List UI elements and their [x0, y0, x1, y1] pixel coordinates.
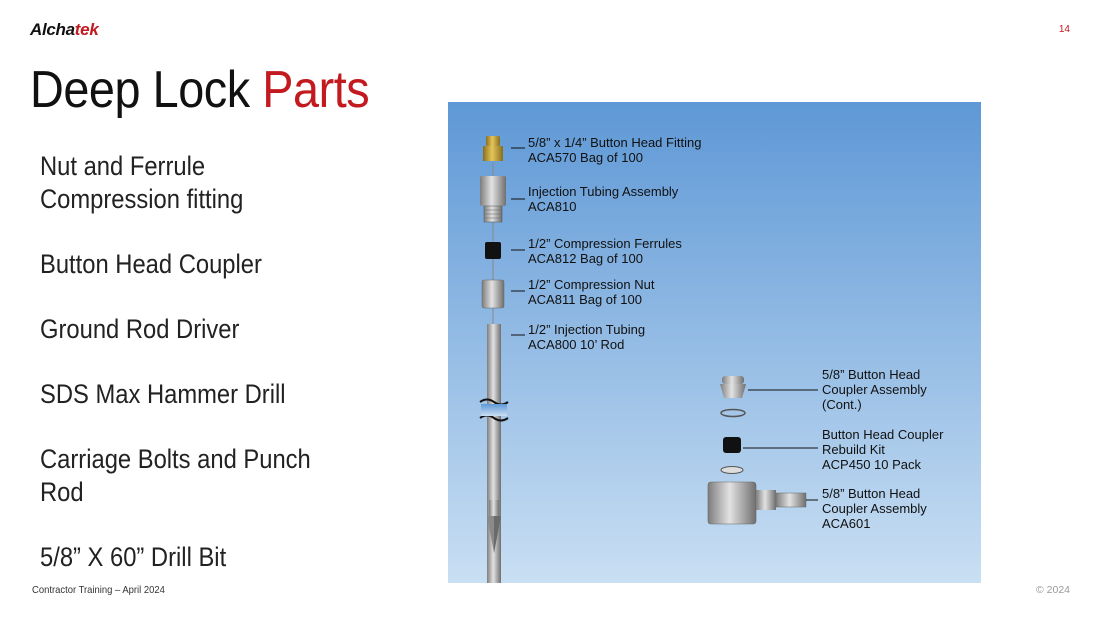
- title-word-primary: Deep Lock: [30, 61, 250, 119]
- list-item: SDS Max Hammer Drill: [40, 379, 286, 409]
- label-injection-tubing-assembly-line1: Injection Tubing Assembly: [528, 184, 679, 199]
- label-injection-tubing-line1: 1/2” Injection Tubing: [528, 322, 646, 337]
- label-rebuild-kit-line3: ACP450 10 Pack: [822, 457, 922, 472]
- list-item: Button Head Coupler: [40, 249, 262, 279]
- label-coupler-aca601-line1: 5/8” Button Head: [822, 486, 921, 501]
- label-injection-tubing-assembly-line2: ACA810: [528, 199, 577, 214]
- label-coupler-cont-line1: 5/8” Button Head: [822, 367, 921, 382]
- title-word-accent: Parts: [262, 61, 370, 119]
- parts-list: [40, 150, 380, 606]
- label-rebuild-kit-line1: Button Head Coupler: [822, 427, 944, 442]
- injection-tubing-assembly-part: [480, 176, 506, 222]
- label-compression-ferrules-line2: ACA812 Bag of 100: [528, 251, 643, 266]
- list-item: Nut and Ferrule Compression fitting: [40, 151, 244, 214]
- page-title: [30, 58, 369, 122]
- logo-text-accent: tek: [74, 20, 99, 39]
- button-head-fitting-part: [483, 136, 503, 161]
- label-button-head-fitting-line2: ACA570 Bag of 100: [528, 150, 643, 165]
- page-number: 14: [1058, 24, 1070, 35]
- label-coupler-aca601-line3: ACA601: [822, 516, 871, 531]
- label-button-head-fitting-line1: 5/8” x 1/4” Button Head Fitting: [528, 135, 702, 150]
- label-injection-tubing-line2: ACA800 10’ Rod: [528, 337, 625, 352]
- list-item: Ground Rod Driver: [40, 314, 240, 344]
- label-compression-ferrules-line1: 1/2” Compression Ferrules: [528, 236, 682, 251]
- list-item: 5/8” X 60” Drill Bit: [40, 542, 227, 572]
- label-compression-nut-line2: ACA811 Bag of 100: [528, 292, 642, 307]
- logo-text-primary: Alcha: [30, 20, 75, 39]
- list-item: Carriage Bolts and Punch Rod: [40, 444, 311, 507]
- label-compression-nut-line1: 1/2” Compression Nut: [528, 277, 655, 292]
- label-coupler-cont-line2: Coupler Assembly: [822, 382, 927, 397]
- label-coupler-cont-line3: (Cont.): [822, 397, 862, 412]
- label-rebuild-kit-line2: Rebuild Kit: [822, 442, 885, 457]
- parts-diagram: [448, 102, 981, 583]
- compression-ferrule-part: [485, 242, 501, 259]
- label-coupler-aca601-line2: Coupler Assembly: [822, 501, 927, 516]
- brand-logo: [30, 20, 98, 40]
- footer-copyright: © 2024: [1035, 584, 1070, 596]
- footer-caption: Contractor Training – April 2024: [32, 584, 165, 596]
- compression-nut-part: [482, 280, 504, 308]
